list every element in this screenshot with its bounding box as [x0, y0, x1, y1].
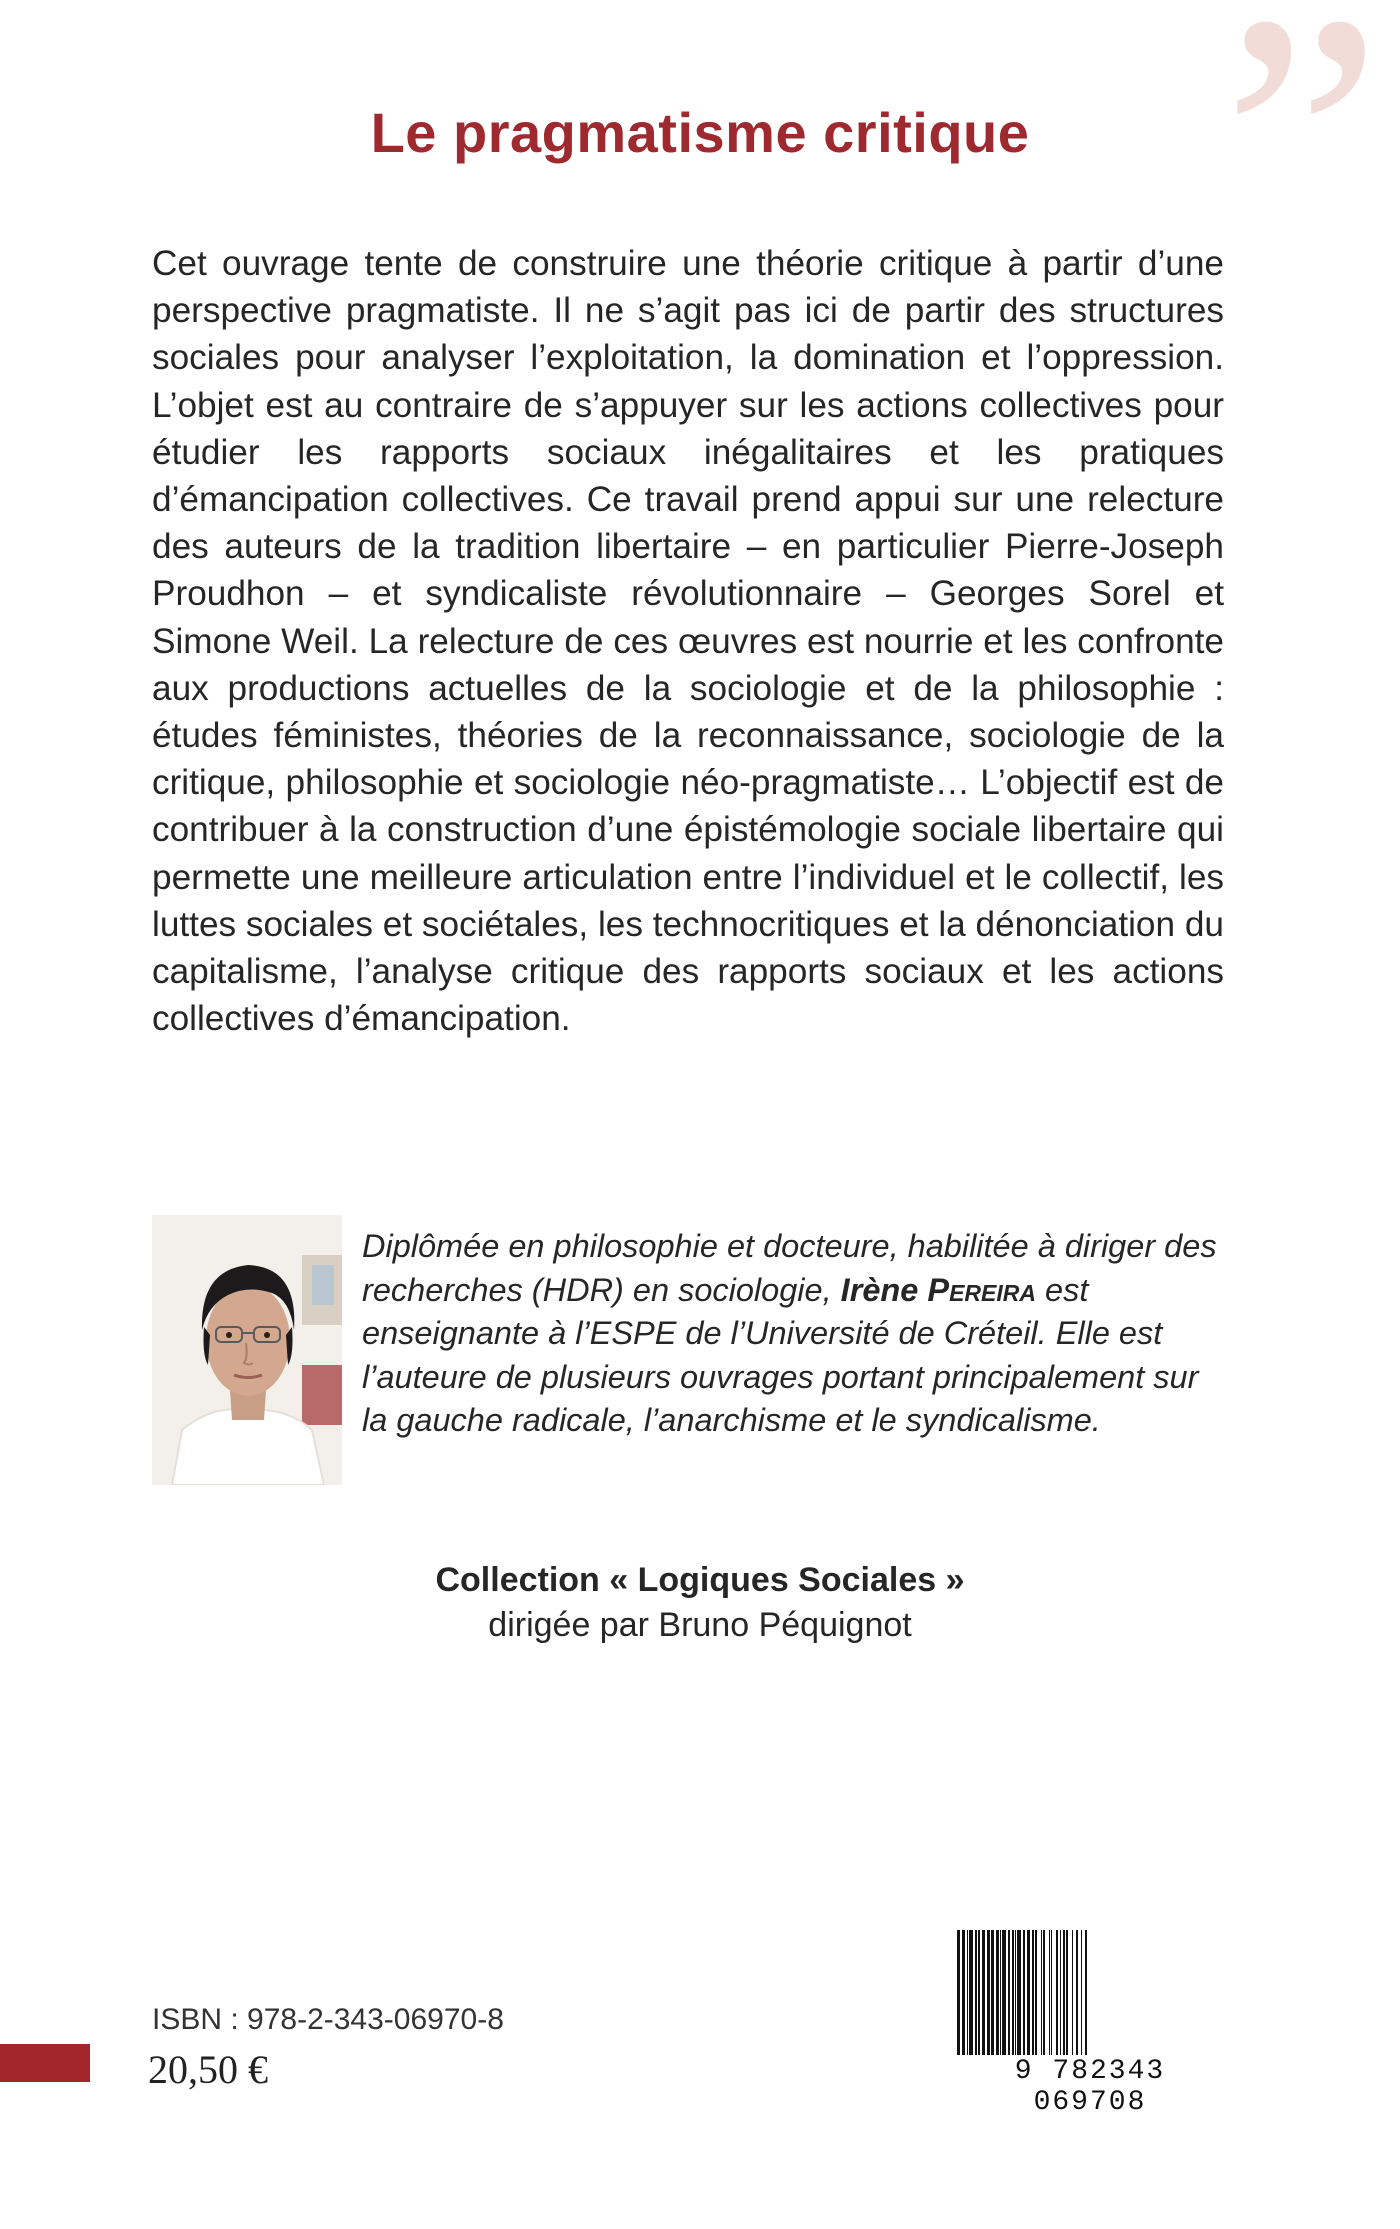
- barcode-bar: [962, 1930, 965, 2055]
- author-bio: [362, 1225, 1224, 1443]
- author-last-name: Pereira: [927, 1271, 1036, 1308]
- barcode-bar: [1032, 1930, 1034, 2055]
- barcode-bar: [1017, 1930, 1021, 2055]
- barcode-bar: [1076, 1930, 1078, 2055]
- barcode-bar: [975, 1930, 977, 2055]
- author-name: [841, 1272, 1036, 1308]
- barcode-bar: [1012, 1930, 1014, 2055]
- barcode-bar: [996, 1930, 999, 2055]
- barcode-bar: [1008, 1930, 1010, 2055]
- author-portrait-image: [152, 1215, 342, 1485]
- barcode-bars: [955, 1930, 1225, 2055]
- barcode-bar: [1085, 1930, 1087, 2055]
- barcode-bar: [978, 1930, 980, 2055]
- author-photo: [152, 1215, 342, 1485]
- barcode-bar: [1049, 1930, 1050, 2055]
- price: 20,50 €: [148, 2047, 268, 2092]
- collection-title: Collection « Logiques Sociales »: [435, 1561, 965, 1599]
- barcode-bar: [1060, 1930, 1061, 2055]
- barcode-bar: [1027, 1930, 1030, 2055]
- book-summary: Cet ouvrage tente de construire une théorie critique à partir d’une perspective pragmatiste. Il ne s’agit pas ici de partir des structures sociales pour analyser l’exploitation, la domination et l’oppression. L’objet est au contraire de s’appuyer sur les actions collectives pour étudier les rapports sociaux inégalitaires et les pratiques d’émancipation collectives. Ce travail prend appui sur une relecture des auteurs de la tradition libertaire – en particulier Pierre-Joseph Proudhon – et syndicaliste révolutionnaire – Georges Sorel et Simone Weil. La relecture de ces œuvres est nourrie et les confronte aux productions actuelles de la sociologie et de la philosophie : études féministes, théories de la reconnaissance, sociologie de la critique, philosophie et sociologie néo-pragmatiste… L’objectif est de contribuer à la construction d’une épistémologie sociale libertaire qui permette une meilleure articulation entre l’individuel et le collectif, les luttes sociales et sociétales, les technocritiques et la dénonciation du capitalisme, l’analyse critique des rapports sociaux et les actions collectives d’émancipation.: [152, 244, 1224, 1039]
- decorative-quote-mark: ”: [1222, 0, 1382, 339]
- book-title: Le pragmatisme critique: [370, 101, 1030, 164]
- barcode-bar: [1041, 1930, 1042, 2055]
- barcode-bar: [1035, 1930, 1037, 2055]
- collection-editor: dirigée par Bruno Péquignot: [488, 1606, 912, 1644]
- author-bio-intro: Diplômée en philosophie et docteure, habilitée à diriger des recherches (HDR) en sociologie,: [362, 1228, 1217, 1308]
- barcode-bar: [1066, 1930, 1068, 2055]
- barcode-bar: [991, 1930, 994, 2055]
- isbn: ISBN : 978-2-343-06970-8: [152, 2003, 504, 2036]
- barcode-bar: [1023, 1930, 1025, 2055]
- barcode-bar: [1043, 1930, 1045, 2055]
- barcode-bar: [1072, 1930, 1073, 2055]
- author-bio-rest: est enseignante à l’ESPE de l’Université de Créteil. Elle est l’auteure de plusieurs ouvrages portant principalement sur la gauche radicale, l’anarchisme et le syndicalisme.: [362, 1271, 1199, 1438]
- barcode-bar: [967, 1930, 968, 2055]
- collection-info: [0, 1558, 1400, 1648]
- barcode-bar: [1002, 1930, 1006, 2055]
- barcode-bar: [1000, 1930, 1001, 2055]
- barcode-number: 9 782343 069708: [955, 2056, 1225, 2118]
- barcode-bar: [957, 1930, 960, 2055]
- barcode-bar: [969, 1930, 973, 2055]
- barcode-bar: [1051, 1930, 1052, 2055]
- barcode-bar: [1063, 1930, 1065, 2055]
- author-first-name: Irène: [840, 1271, 919, 1308]
- barcode-bar: [987, 1930, 990, 2055]
- barcode-bar: [1015, 1930, 1016, 2055]
- barcode-bar: [982, 1930, 985, 2055]
- red-band: [0, 2044, 90, 2082]
- barcode-bar: [1081, 1930, 1082, 2055]
- barcode-bar: [1056, 1930, 1058, 2055]
